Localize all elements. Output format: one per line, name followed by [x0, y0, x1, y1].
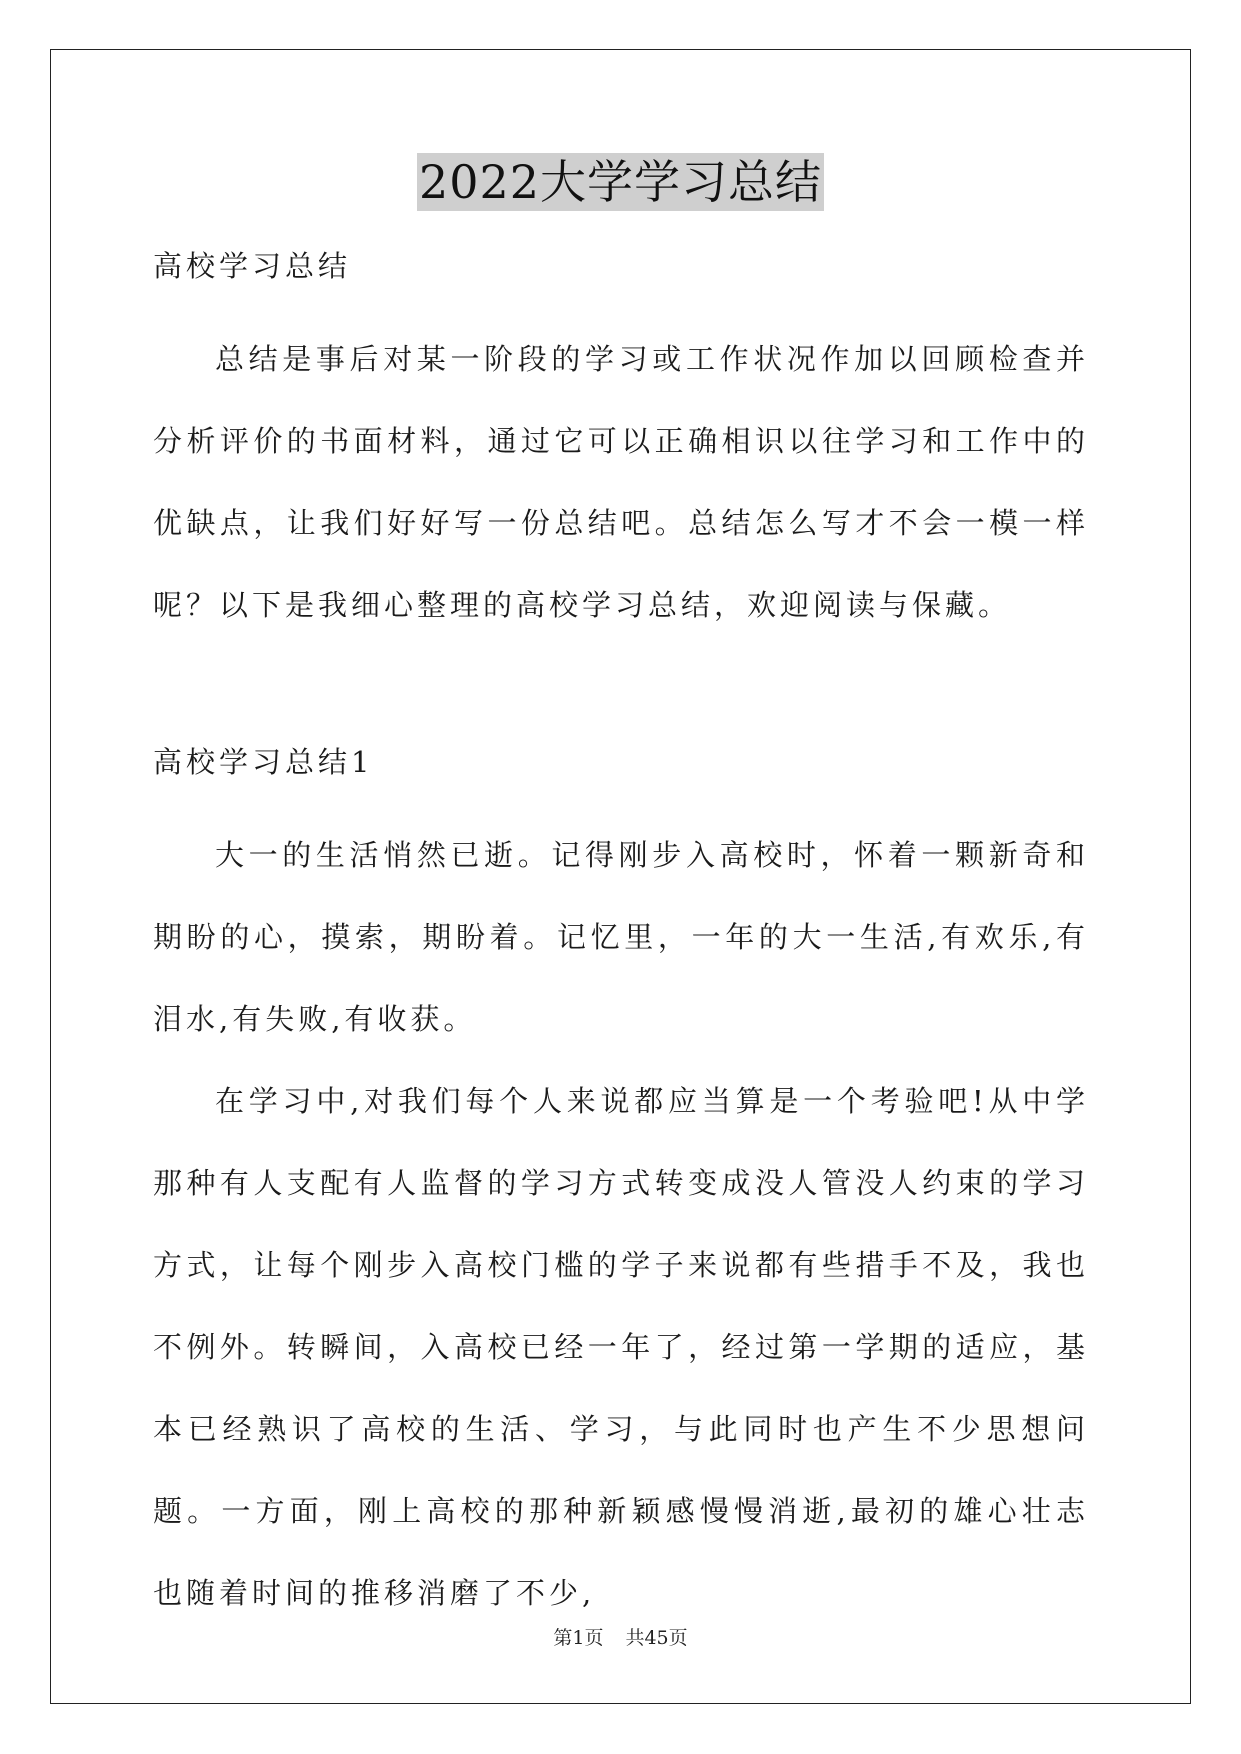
section-heading: 高校学习总结1	[153, 745, 374, 779]
title-container	[0, 153, 1241, 211]
page-footer	[0, 1623, 1241, 1650]
paragraph: 总结是事后对某一阶段的学习或工作状况作加以回顾检查并分析评价的书面材料，通过它可以正确相识以往学习和工作中的优缺点，让我们好好写一份总结吧。总结怎么写才不会一模一样呢？以下是我细心整理的高校学习总结，欢迎阅读与保藏。	[153, 342, 1089, 622]
paragraph: 大一的生活悄然已逝。记得刚步入高校时，怀着一颗新奇和期盼的心，摸索，期盼着。记忆里，一年的大一生活,有欢乐,有泪水,有失败,有收获。	[153, 838, 1089, 1036]
page-total: 共45页	[625, 1627, 688, 1649]
section-heading: 高校学习总结	[153, 249, 352, 283]
document-title: 2022大学学习总结	[418, 155, 823, 209]
document-body	[153, 236, 1089, 1634]
paragraph: 在学习中,对我们每个人来说都应当算是一个考验吧!从中学那种有人支配有人监督的学习方式转变成没人管没人约束的学习方式，让每个刚步入高校门槛的学子来说都有些措手不及，我也不例外。转瞬间，入高校已经一年了，经过第一学期的适应，基本已经熟识了高校的生活、学习，与此同时也产生不少思想问题。一方面，刚上高校的那种新颖感慢慢消逝,最初的雄心壮志也随着时间的推移消磨了不少,	[153, 1084, 1089, 1610]
section-spacer	[153, 646, 1089, 732]
page-number: 第1页	[553, 1627, 604, 1649]
